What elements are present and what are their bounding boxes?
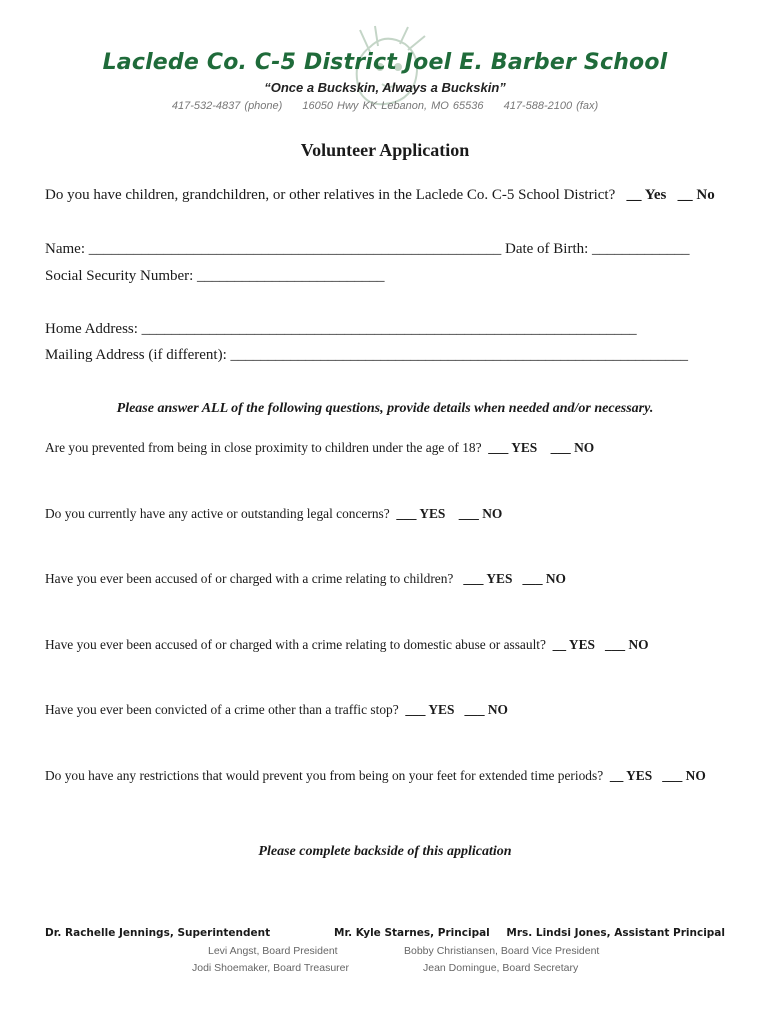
question-4: [45, 637, 649, 653]
relatives-question-row: [45, 187, 715, 204]
relatives-yes-option[interactable]: __ Yes: [626, 187, 667, 203]
yes-option[interactable]: __ YES: [552, 637, 595, 652]
question-5: [45, 702, 508, 718]
yes-option[interactable]: ___ YES: [405, 702, 455, 717]
instructions: Please answer ALL of the following questions, provide details when needed and/or necessary.: [116, 401, 654, 416]
dob-field[interactable]: Date of Birth: _____________: [504, 241, 690, 257]
mailing-address-field[interactable]: Mailing Address (if different): _____________________________________________________________: [45, 347, 689, 363]
board-president: Levi Angst, Board President: [208, 945, 338, 957]
board-vice-president: Bobby Christiansen, Board Vice President: [404, 945, 600, 957]
yes-option[interactable]: ___ YES: [488, 440, 538, 455]
question-text: Do you have any restrictions that would prevent you from being on your feet for extended time periods?: [45, 768, 604, 783]
home-address-field[interactable]: Home Address: __________________________________________________________________: [45, 321, 637, 337]
question-text: Do you currently have any active or outstanding legal concerns?: [45, 506, 390, 521]
no-option[interactable]: ___ NO: [522, 571, 566, 586]
question-text: Have you ever been accused of or charged with a crime relating to domestic abuse or assault?: [45, 637, 546, 652]
school-address: 16050 Hwy KK Lebanon, MO 65536: [302, 100, 484, 112]
name-dob-row: [45, 241, 690, 258]
phone-number: 417-532-4837 (phone): [171, 100, 283, 112]
question-text: Have you ever been accused of or charged with a crime relating to children?: [45, 571, 454, 586]
question-text: Are you prevented from being in close proximity to children under the age of 18?: [45, 440, 482, 455]
principal-name: Mr. Kyle Starnes, Principal: [334, 927, 490, 939]
no-option[interactable]: ___ NO: [550, 440, 595, 455]
yes-option[interactable]: __ YES: [609, 768, 653, 783]
fax-number: 417-588-2100 (fax): [503, 100, 599, 112]
no-option[interactable]: ___ NO: [464, 702, 508, 717]
relatives-question: Do you have children, grandchildren, or other relatives in the Laclede Co. C-5 School District?: [45, 187, 616, 203]
no-option[interactable]: ___ NO: [662, 768, 706, 783]
no-option[interactable]: ___ NO: [458, 506, 503, 521]
name-field[interactable]: Name: _______________________________________________________: [45, 241, 502, 257]
school-name: Laclede Co. C-5 District Joel E. Barber School: [102, 50, 668, 75]
superintendent-name: Dr. Rachelle Jennings, Superintendent: [45, 927, 271, 939]
question-3: [45, 571, 566, 587]
relatives-no-option[interactable]: __ No: [677, 187, 715, 203]
school-motto: “Once a Buckskin, Always a Buckskin”: [264, 80, 506, 95]
yes-option[interactable]: ___ YES: [463, 571, 513, 586]
ssn-field[interactable]: Social Security Number: _________________________: [45, 268, 385, 284]
question-6: [45, 768, 706, 784]
board-treasurer: Jodi Shoemaker, Board Treasurer: [192, 962, 349, 974]
question-2: [45, 506, 502, 522]
form-title: Volunteer Application: [300, 140, 470, 160]
question-text: Have you ever been convicted of a crime other than a traffic stop?: [45, 702, 399, 717]
no-option[interactable]: ___ NO: [605, 637, 649, 652]
yes-option[interactable]: ___ YES: [396, 506, 446, 521]
backside-note: Please complete backside of this application: [258, 844, 512, 859]
assistant-principal-name: Mrs. Lindsi Jones, Assistant Principal: [506, 927, 725, 939]
board-secretary: Jean Domingue, Board Secretary: [423, 962, 579, 974]
question-1: [45, 440, 594, 456]
contact-info: [0, 100, 770, 112]
